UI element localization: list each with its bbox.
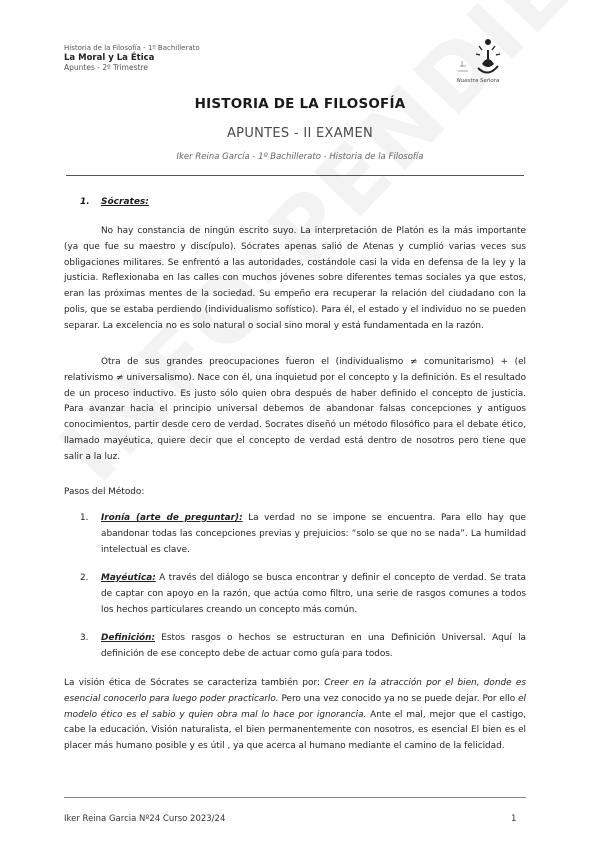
- document-title: HISTORIA DE LA FILOSOFÍA: [194, 96, 406, 112]
- list-item: 2. Mayéutica: A través del diálogo se busca encontrar y definir el concepto de verdad. Se trata de captar con apoyo en la razón, que actúa como filtro, una serie de rasgos comunes a todos los hechos particulares creando un concepto más común.: [80, 573, 526, 615]
- section-heading: [80, 197, 149, 207]
- section-number: 1.: [80, 197, 90, 207]
- section-title: Sócrates:: [101, 197, 149, 207]
- header-notes: Apuntes - 2º Trimestre: [64, 63, 148, 73]
- closing-paragraph: La visión ética de Sócrates se caracteriza también por: Creer en la atracción por el bien, donde es esencial conocerlo para luego poder practicarlo. Pero una vez conocido ya no se puede dejar. Por ello el modelo ético es el sabio y quien obra mal lo hace por ignorancia. Ante el mal, mejor que el castigo, cabe la educación. Visión naturalista, el bien permanentemente con nosotros, es esencial El bien es el placer más humano posible y es útil , ya que acerca al humano mediante el camino de la felicidad.: [64, 678, 527, 752]
- list-item-number: 3.: [80, 633, 89, 643]
- page-number: 1: [511, 814, 517, 824]
- method-steps-label: Pasos del Método:: [64, 487, 145, 497]
- list-item-lead: Mayéutica:: [101, 573, 156, 583]
- list-item-number: 2.: [80, 573, 89, 583]
- paragraph-2: Otra de sus grandes preocupaciones fueron el (individualismo ≠ comunitarismo) + (el relativismo ≠ universalismo). Nace con él, una inquietud por el concepto y la definición. Es el resultado de un proceso inductivo. Es justo sólo quien obra después de haber definido el concepto de justicia. Para avanzar hacia el principio universal debemos de abandonar falsas concepciones y antiguos conocimientos, partir desde cero de verdad. Socrates diseñó un método filosófico para el debate ético, llamado mayéutica, quiere decir que el concepto de verdad está dentro de nosotros pero tiene que salir a la luz.: [64, 357, 526, 462]
- list-item-number: 1.: [80, 513, 89, 523]
- page-header: [64, 44, 200, 73]
- header-subject: Historia de la Filosofía - 1º Bachillerato: [64, 44, 200, 52]
- document-byline: Iker Reina García - 1º Bachillerato - Historia de la Filosofía: [176, 152, 424, 162]
- list-item: 1. Ironía (arte de preguntar): La verdad no se impone se encuentra. Para ello hay que abandonar todas las concepciones previas y prejuicios: “solo se que no se nada”. La humildad intelectual es clave.: [80, 513, 526, 555]
- title-divider: [66, 175, 524, 176]
- paragraph-1: No hay constancia de ningún escrito suyo. La interpretación de Platón es la más importante (ya que fue su maestro y discípulo). Sócrates apenas salió de Atenas y cumplió varias veces sus obligaciones militares. Se enfrentó a las autoridades, costándole casi la vida en defensa de la ley y la justicia. Reflexionaba en las calles con muchos jóvenes sobre diferentes temas sociales ya que estos, eran las próximas mentes de la sociedad. Su empeño era recuperar la relación del ciudadano con la polis, que se estaba perdiendo (individualismo sofístico). Para él, el estado y el individuo no se pueden separar. La excelencia no es solo natural o social sino moral y está fundamentada en la razón.: [64, 226, 526, 331]
- list-item-lead: Definición:: [101, 633, 155, 643]
- header-topic: La Moral y La Ética: [64, 52, 155, 63]
- list-item-lead: Ironía (arte de preguntar):: [101, 513, 243, 523]
- list-item: 3. Definición: Estos rasgos o hechos se estructuran en una Definición Universal. Aquí la definición de ese concepto debe de actuar como guía para todos.: [80, 633, 526, 659]
- footer-author: Iker Reina Garcia Nº24 Curso 2023/24: [64, 814, 226, 824]
- footer-divider: [64, 797, 526, 798]
- document-subtitle: APUNTES - II EXAMEN: [226, 126, 373, 141]
- logo-caption: Nuestra Señora: [456, 78, 500, 84]
